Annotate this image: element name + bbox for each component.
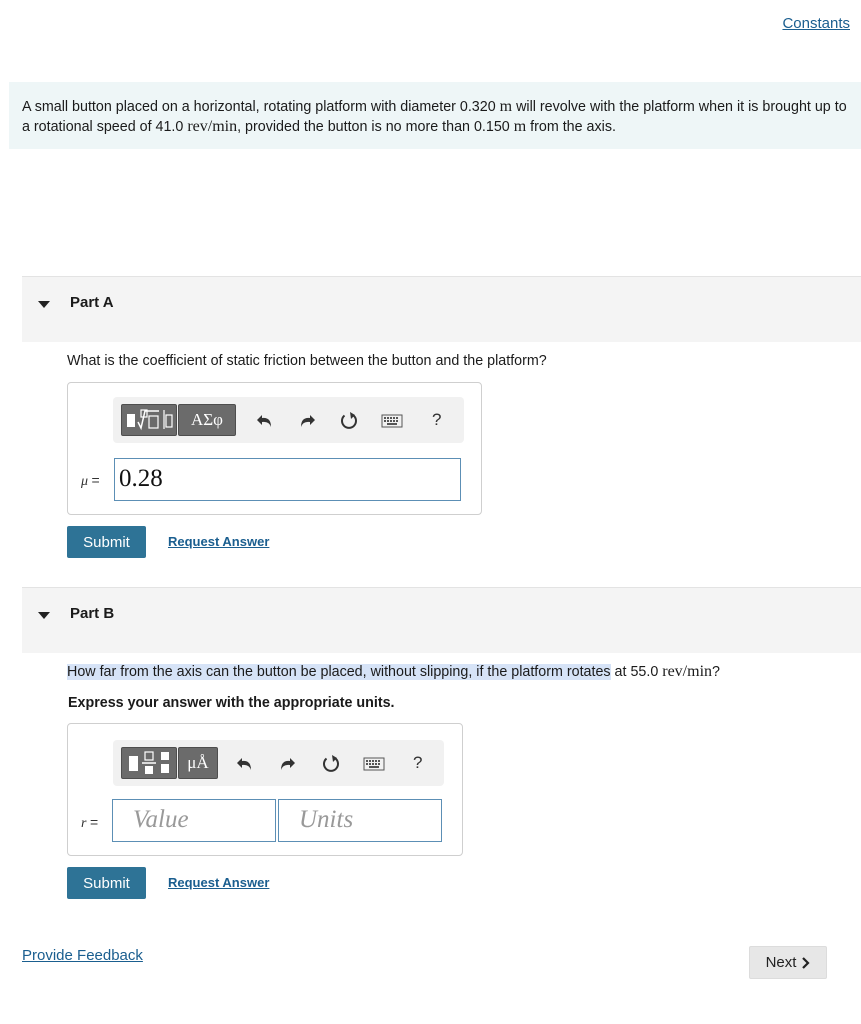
units-input[interactable]: Units	[278, 799, 442, 842]
templates-button[interactable]	[121, 747, 177, 779]
part-b-header[interactable]	[22, 587, 861, 653]
part-b-question: How far from the axis can the button be placed, without slipping, if the platform rotates at 55.0 rev/min?	[67, 663, 720, 680]
templates-button[interactable]	[121, 404, 177, 436]
reset-icon[interactable]	[338, 410, 360, 432]
unit-meters: m	[513, 118, 527, 135]
keyboard-icon[interactable]	[381, 410, 403, 432]
mu-label: μ =	[81, 472, 100, 489]
reset-icon[interactable]	[320, 753, 342, 775]
part-b-request-answer-link[interactable]: Request Answer	[168, 875, 270, 890]
constants-link[interactable]: Constants	[782, 15, 850, 32]
collapse-caret-icon[interactable]	[38, 301, 50, 308]
next-button[interactable]: Next	[749, 946, 827, 979]
unit-meters: m	[499, 98, 513, 115]
fraction-template-icon	[125, 750, 173, 776]
math-toolbar	[113, 740, 444, 786]
part-a-request-answer-link[interactable]: Request Answer	[168, 534, 270, 549]
keyboard-icon[interactable]	[363, 753, 385, 775]
templates-icon	[124, 407, 174, 433]
part-b-instruction: Express your answer with the appropriate units.	[68, 695, 395, 711]
redo-icon[interactable]	[296, 410, 318, 432]
problem-statement: A small button placed on a horizontal, rotating platform with diameter 0.320 m will revolve with the platform when it is brought up to a rotational speed of 41.0 rev/min, provided the button is no more than 0.150 m from the axis.	[9, 82, 861, 149]
provide-feedback-link[interactable]: Provide Feedback	[22, 947, 143, 964]
unit-rev-per-min: rev/min	[187, 118, 238, 135]
help-button[interactable]: ?	[413, 753, 423, 772]
mu-answer-input[interactable]: 0.28	[114, 458, 461, 501]
unit-rev-per-min: rev/min	[662, 663, 713, 680]
r-label: r =	[81, 814, 99, 831]
part-a-submit-button[interactable]: Submit	[67, 526, 146, 558]
redo-icon[interactable]	[276, 753, 298, 775]
collapse-caret-icon[interactable]	[38, 612, 50, 619]
undo-icon[interactable]	[234, 753, 256, 775]
value-input[interactable]: Value	[112, 799, 276, 842]
math-toolbar	[113, 397, 464, 443]
chevron-right-icon	[801, 957, 810, 969]
part-a-title: Part A	[70, 294, 114, 311]
part-a-question: What is the coefficient of static friction between the button and the platform?	[67, 353, 547, 369]
greek-symbols-button[interactable]: ΑΣφ	[178, 404, 236, 436]
part-b-submit-button[interactable]: Submit	[67, 867, 146, 899]
part-b-title: Part B	[70, 605, 115, 622]
undo-icon[interactable]	[254, 410, 276, 432]
part-a-answer-box	[67, 382, 482, 515]
units-button[interactable]: μÅ	[178, 747, 218, 779]
help-button[interactable]: ?	[432, 410, 442, 429]
part-a-header[interactable]	[22, 276, 861, 342]
part-b-answer-box	[67, 723, 463, 856]
